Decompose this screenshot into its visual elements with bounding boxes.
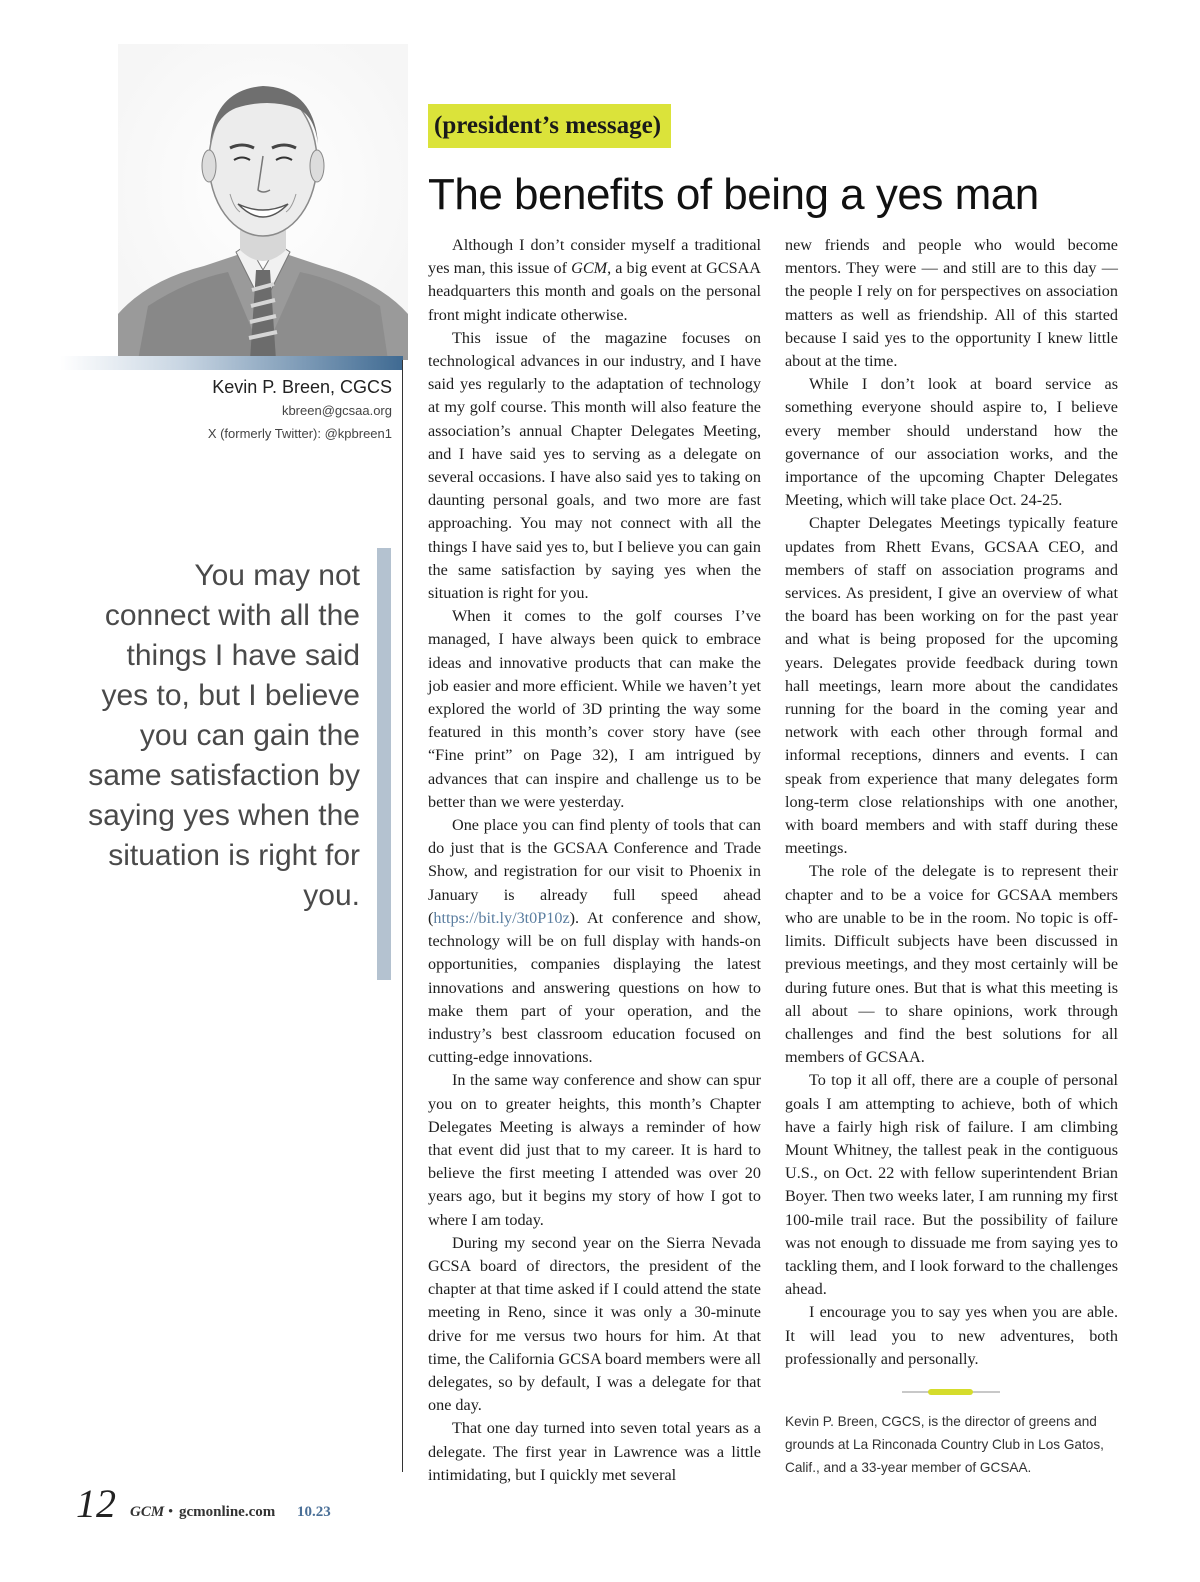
page-title: The benefits of being a yes man — [428, 170, 1039, 219]
bio-divider-accent — [928, 1389, 973, 1395]
author-name: Kevin P. Breen, CGCS — [212, 377, 392, 397]
body-text: Although I don’t consider myself a traditional yes man, this issue of — [428, 236, 761, 278]
pull-quote: You may not connect with all the things I have said yes to, but I believe you can gain the same satisfaction by saying yes when the situation is right for you. — [88, 559, 360, 912]
author-divider-bar — [60, 356, 403, 370]
body-text: One place you can find plenty of tools that can do just that is the GCSAA Conference and Trade Show, and registration for our visit to Phoenix in January is already full speed ahead ( — [428, 816, 761, 927]
pull-quote-bar — [377, 548, 391, 980]
body-paragraph: While I don’t look at board service as something everyone should aspire to, I believe every member should understand how the governance of our association works, and the importance of the upcoming Chapter Delegates Meeting, which will take place Oct. 24-25. — [785, 375, 1118, 510]
section-label: (president’s message) — [428, 104, 671, 148]
author-social-handle[interactable]: X (formerly Twitter): @kpbreen1 — [207, 426, 392, 441]
body-paragraph — [428, 814, 761, 1069]
body-paragraph: I encourage you to say yes when you are able. It will lead you to new adventures, both professionally and personally. — [785, 1303, 1118, 1368]
body-text: , a big event at GCSAA headquarters this month and goals on the personal front might indicate otherwise. — [428, 259, 761, 324]
body-paragraph: That one day turned into seven total years as a delegate. The first year in Lawrence was a little intimidating, but I quickly met several — [428, 1419, 761, 1484]
body-paragraph: When it comes to the golf courses I’ve managed, I have always been quick to embrace ideas and innovative products that can make the job easier and more efficient. While we haven’t yet explored the world of 3D printing the way some featured in this month’s cover story have (see “Fine print” on Page 32), I am intrigued by advances that can inspire and challenge us to be better than we were yesterday. — [428, 607, 761, 811]
body-paragraph: In the same way conference and show can spur you on to greater heights, this month’s Chapter Delegates Meeting is always a reminder of how that event did just that to my career. It is hard to believe the first meeting I attended was over 20 years ago, but it begins my story of how I got to where I am today. — [428, 1071, 761, 1229]
body-paragraph: new friends and people who would become mentors. They were — and still are to this day — the people I rely on for perspectives on association matters as well as friendship. All of this started because I said yes to the opportunity I knew little about at the time. — [785, 236, 1118, 371]
body-column-right — [785, 234, 1118, 1371]
column-rule — [402, 360, 403, 1472]
body-paragraph: This issue of the magazine focuses on technological advances in our industry, and I have said yes regularly to the adaptation of technology at my golf course. This month will also feature the association’s annual Chapter Delegates Meeting, and I have said yes to serving as a delegate on several occasions. I have also said yes to taking on daunting personal goals, and two more are fast approaching. You may not connect with all the things I have said yes to, but I believe you can gain the same satisfaction by saying yes when the situation is right for you. — [428, 328, 761, 603]
body-column-left — [428, 234, 761, 1487]
body-paragraph: To top it all off, there are a couple of personal goals I am attempting to achieve, both of which have a fairly high risk of failure. I am climbing Mount Whitney, the tallest peak in the contiguous U.S., on Oct. 22 with fellow superintendent Brian Boyer. Then two weeks later, I am running my first 100-mile trail race. But the possibility of failure was not enough to dissuade me from saying yes to tackling them, and I look forward to the challenges ahead. — [785, 1071, 1118, 1299]
page-number: 12 — [76, 1481, 116, 1526]
body-paragraph: Chapter Delegates Meetings typically feature updates from Rhett Evans, GCSAA CEO, and members of staff on association programs and services. As president, I give an overview of what the board has been working on for the past year and what is being proposed for the upcoming years. Delegates provide feedback during town hall meetings, learn more about the candidates running for the board in the coming year and network with each other through formal and informal receptions, dinners and events. I can speak from experience that many delegates form long-term close relationships with one another, with board members and with staff during these meetings. — [785, 514, 1118, 858]
footer-website[interactable]: gcmonline.com — [179, 1504, 276, 1520]
author-portrait — [118, 44, 408, 360]
registration-link[interactable]: https://bit.ly/3t0P10z — [433, 908, 570, 927]
footer-issue: 10.23 — [297, 1504, 331, 1520]
author-email[interactable]: kbreen@gcsaa.org — [281, 403, 392, 418]
body-paragraph: The role of the delegate is to represent their chapter and to be a voice for GCSAA members who are unable to be in the room. No topic is off-limits. Difficult subjects have been discussed in previous meetings, and they most certainly will be during future ones. But that is what this meeting is all about — to share opinions, work through challenges and find the best solutions for all members of GCSAA. — [785, 862, 1118, 1067]
footer-magazine: GCM — [130, 1504, 165, 1520]
author-bio: Kevin P. Breen, CGCS, is the director of greens and grounds at La Rinconada Country Club in Los Gatos, Calif., and a 33-year member of GCSAA. — [785, 1414, 1104, 1475]
body-paragraph: During my second year on the Sierra Nevada GCSA board of directors, the president of the chapter at that time asked if I could attend the state meeting in Reno, since it was only a 30-minute drive for me versus two hours for him. At that time, the California GCSA board members were all delegates, so by default, I was a delegate for that one day. — [428, 1233, 761, 1415]
body-paragraph — [428, 234, 761, 327]
body-text: ). At conference and show, technology will be on full display with hands-on opportunities, companies displaying the latest innovations and answering questions on how to make them part of your operation, and the industry’s best classroom education focused on cutting-edge innovations. — [428, 908, 761, 1067]
magazine-name-italic: GCM — [571, 259, 608, 278]
footer-separator: • — [168, 1504, 174, 1520]
